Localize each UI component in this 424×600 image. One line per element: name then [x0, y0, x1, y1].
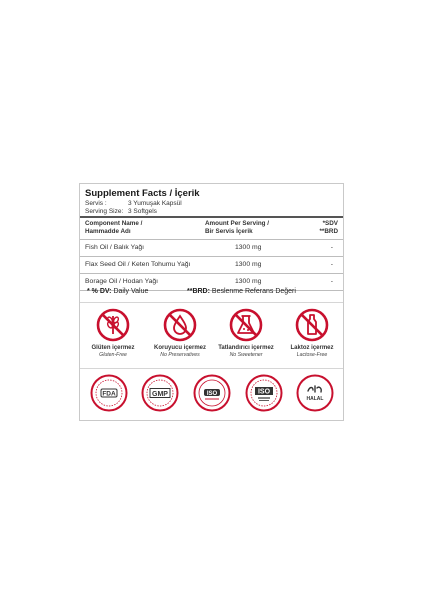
iso-certified-badge: [193, 374, 233, 414]
supplement-facts-header: [85, 188, 338, 216]
no-preservatives-item: [150, 308, 210, 358]
flask-crossed-icon: [229, 308, 263, 342]
lactose-free-item: [282, 308, 342, 358]
certification-badges: [80, 374, 343, 414]
supplement-facts-title: Supplement Facts / İçerik: [85, 188, 200, 199]
gmp-badge: [141, 374, 181, 414]
section-divider: [80, 368, 343, 369]
servis-value: 3 Yumuşak Kapsül: [128, 200, 182, 207]
ingredient-name: Fish Oil / Balık Yağı: [85, 244, 145, 251]
free-from-icons: [80, 308, 343, 368]
free-from-title: Koruyucu içermez: [153, 345, 207, 351]
servis-label: Servis :: [85, 200, 107, 207]
header-divider: [80, 216, 343, 218]
free-from-subtitle: No Preservatives: [160, 352, 200, 358]
iso-22000-badge-icon: [245, 374, 283, 412]
supplement-facts-card: [79, 183, 344, 421]
bottle-crossed-icon: [295, 308, 329, 342]
badge-label: HALAL: [306, 396, 324, 402]
column-header-amount: Amount Per Serving / Bir Servis İçerik: [205, 220, 270, 235]
serving-size-label: Serving Size:: [85, 208, 124, 215]
ingredient-dv: -: [330, 244, 333, 251]
drop-crossed-icon: [163, 308, 197, 342]
wheat-crossed-icon: [96, 308, 130, 342]
ingredient-table: [80, 239, 343, 291]
halal-badge-icon: [296, 374, 334, 412]
badge-label: ISO: [206, 390, 218, 397]
fda-badge-icon: [90, 374, 128, 412]
free-from-title: Tatlandırıcı içermez: [218, 345, 274, 351]
halal-badge: [296, 374, 336, 414]
serving-size-line: [85, 208, 338, 216]
ingredient-name: Borage Oil / Hodan Yağı: [85, 278, 159, 285]
badge-label: ISO: [257, 388, 271, 396]
ingredient-dv: -: [330, 278, 333, 285]
column-headers: [85, 220, 338, 238]
table-row: [80, 239, 343, 256]
table-row: [80, 256, 343, 273]
ingredient-dv: -: [330, 261, 333, 268]
free-from-subtitle: No Sweetener: [229, 352, 263, 358]
section-divider: [80, 302, 343, 303]
column-header-dv: *SDV **BRD: [319, 220, 338, 235]
free-from-title: Laktoz içermez: [290, 345, 334, 351]
column-header-name: Component Name / Hammadde Adı: [85, 220, 143, 235]
fda-badge: [90, 374, 130, 414]
servis-line: [85, 200, 338, 208]
free-from-subtitle: Gluten-Free: [99, 352, 127, 358]
badge-label: GMP: [152, 390, 168, 398]
badge-label: FDA: [102, 390, 116, 398]
iso-22000-badge: [245, 374, 285, 414]
brd-footnote: **BRD: Beslenme Referans Değeri: [187, 288, 296, 295]
ingredient-amount: 1300 mg: [235, 244, 262, 251]
ingredient-amount: 1300 mg: [235, 261, 262, 268]
ingredient-amount: 1300 mg: [235, 278, 262, 285]
gluten-free-item: [83, 308, 143, 358]
no-sweetener-item: [216, 308, 276, 358]
free-from-title: Glüten içermez: [91, 345, 135, 351]
dv-footnote: * % DV: Daily Value: [87, 288, 149, 295]
serving-size-value: 3 Softgels: [128, 208, 157, 215]
ingredient-name: Flax Seed Oil / Keten Tohumu Yağı: [85, 261, 191, 268]
free-from-subtitle: Lactose-Free: [296, 352, 328, 358]
gmp-badge-icon: [141, 374, 179, 412]
iso-certified-badge-icon: [193, 374, 231, 412]
